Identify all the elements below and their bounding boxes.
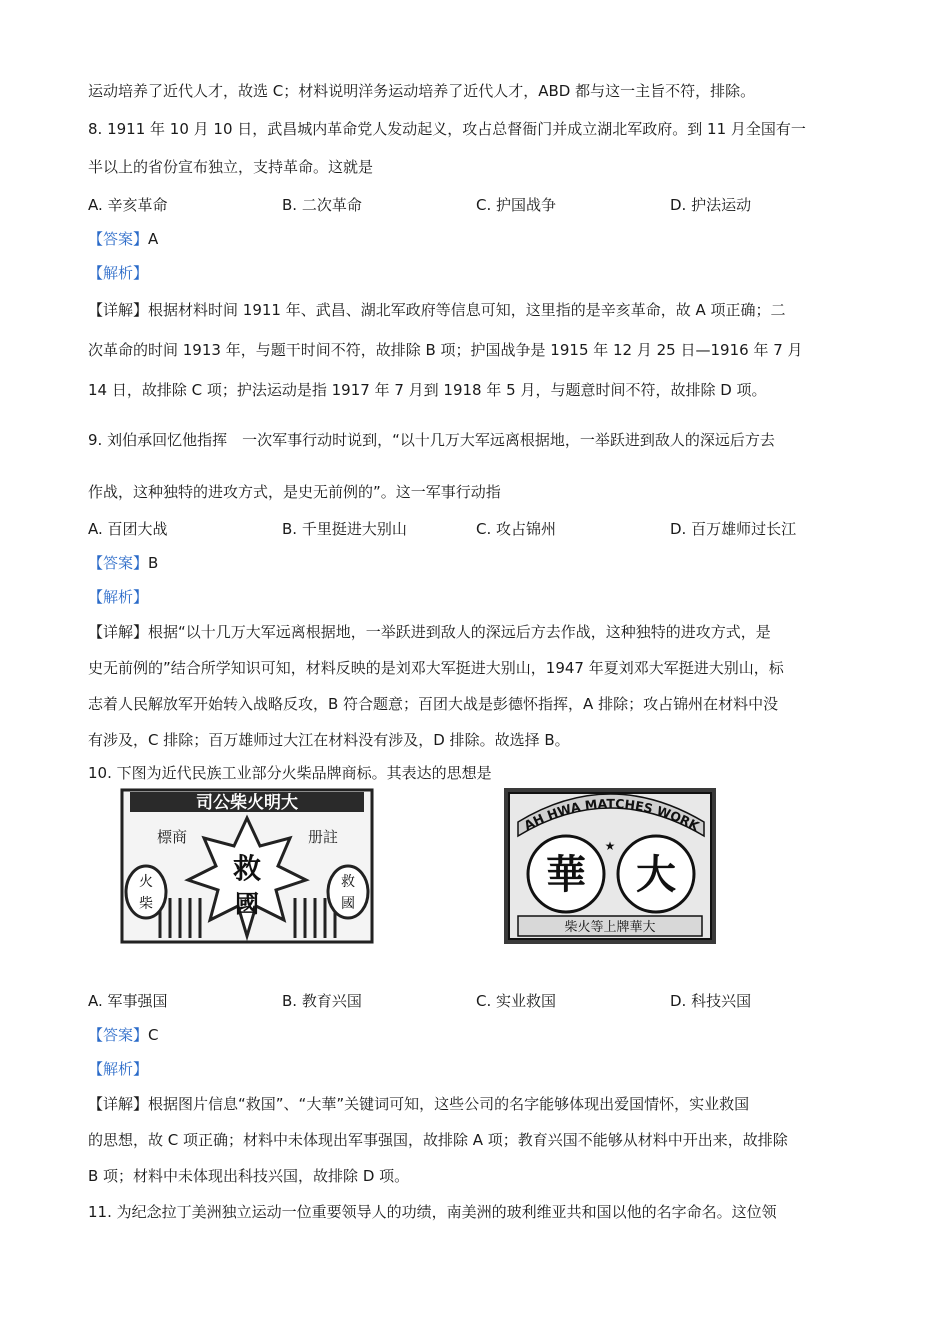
option-d: D. 护法运动 [670, 196, 752, 214]
label-right-circle-top: 救 [341, 874, 355, 890]
answer-value: C [148, 1026, 159, 1044]
question-11-stem: 11. 为纪念拉丁美洲独立运动一位重要领导人的功绩，南美洲的玻利维亚共和国以他的名字命名。这位领 [88, 1203, 777, 1221]
detail-line-3: 14 日，故排除 C 项；护法运动是指 1917 年 7 月到 1918 年 5 月，与题意时间不符，故排除 D 项。 [88, 381, 767, 399]
detail-tag: 【详解】 [88, 301, 149, 319]
answer-tag: 【答案】 [88, 230, 149, 248]
label-top-banner: 司公柴火明大 [196, 793, 298, 813]
answer-value: B [148, 554, 159, 572]
question-8-options [88, 188, 868, 222]
option-b: B. 二次革命 [282, 196, 362, 214]
match-labels [88, 788, 868, 984]
analysis-tag: 【解析】 [88, 1060, 149, 1078]
analysis-tag: 【解析】 [88, 588, 149, 606]
label-bottom-banner: 柴火等上牌華大 [564, 920, 656, 935]
label-right-word: 册註 [307, 828, 339, 846]
star-icon: ★ [604, 839, 616, 853]
analysis-tag: 【解析】 [88, 264, 149, 282]
detail-tag: 【详解】 [88, 623, 149, 641]
label-left-char: 華 [546, 851, 586, 898]
answer-line [88, 546, 868, 580]
label-left-word: 標商 [156, 828, 188, 846]
question-10-stem: 10. 下图为近代民族工业部分火柴品牌商标。其表达的思想是 [88, 764, 492, 782]
option-d: D. 科技兴国 [670, 992, 752, 1010]
question-8 [88, 112, 868, 410]
option-b: B. 教育兴国 [282, 992, 362, 1010]
question-9-stem-1: 9. 刘伯承回忆他指挥 一次军事行动时说到，“以十几万大军远离根据地，一举跃进到敌人的深远后方去 [88, 431, 775, 449]
question-8-stem-2: 半以上的省份宣布独立，支持革命。这就是 [88, 158, 374, 176]
option-a: A. 军事强国 [88, 992, 168, 1010]
match-label-dahwa-graphic [504, 788, 716, 944]
detail-text: 根据图片信息“救国”、“大華”关键词可知，这些公司的名字能够体现出爱国情怀，实业救国 [148, 1095, 750, 1113]
label-left-circle-top: 火 [139, 874, 153, 890]
detail-line-3: B 项；材料中未体现出科技兴国，故排除 D 项。 [88, 1167, 410, 1185]
detail-text: 根据材料时间 1911 年、武昌、湖北军政府等信息可知，这里指的是辛亥革命，故 A 项正确；二 [148, 301, 786, 319]
detail-line-4: 有涉及，C 排除；百万雄师过大江在材料没有涉及，D 排除。故选择 B。 [88, 731, 570, 749]
option-a: A. 百团大战 [88, 520, 168, 538]
answer-tag: 【答案】 [88, 554, 149, 572]
label-right-circle-bottom: 國 [341, 896, 355, 912]
answer-tag: 【答案】 [88, 1026, 149, 1044]
question-8-stem-1: 8. 1911 年 10 月 10 日，武昌城内革命党人发动起义，攻占总督衙门并成立湖北军政府。到 11 月全国有一 [88, 120, 806, 138]
detail-line-1 [88, 290, 868, 330]
question-9-stem-2: 作战，这种独特的进攻方式，是史无前例的”。这一军事行动指 [88, 483, 501, 501]
label-center-top: 救 [232, 852, 262, 885]
option-b: B. 千里挺进大别山 [282, 520, 407, 538]
analysis-tag-line [88, 256, 868, 290]
document-page [88, 78, 868, 1230]
option-d: D. 百万雄师过长江 [670, 520, 797, 538]
question-9-options [88, 512, 868, 546]
option-a: A. 辛亥革命 [88, 196, 168, 214]
option-c: C. 实业救国 [476, 992, 557, 1010]
intro-line: 运动培养了近代人才，故选 C；材料说明洋务运动培养了近代人才，ABD 都与这一主旨不符，排除。 [88, 82, 756, 100]
label-arc-text: AH HWA MATCHES WORK [521, 795, 702, 834]
option-c: C. 护国战争 [476, 196, 557, 214]
option-c: C. 攻占锦州 [476, 520, 557, 538]
label-right-char: 大 [636, 851, 676, 898]
question-9 [88, 420, 868, 758]
question-10 [88, 758, 868, 1194]
answer-line [88, 1018, 868, 1052]
label-left-circle-bottom: 柴 [139, 896, 153, 912]
question-10-options [88, 984, 868, 1018]
analysis-tag-line [88, 1052, 868, 1086]
detail-line-2: 的思想，故 C 项正确；材料中未体现出军事强国，故排除 A 项；教育兴国不能够从材料中开出来，故排除 [88, 1131, 788, 1149]
detail-line-3: 志着人民解放军开始转入战略反攻，B 符合题意；百团大战是彭德怀指挥，A 排除；攻占锦州在材料中没 [88, 695, 779, 713]
detail-line-2: 次革命的时间 1913 年，与题干时间不符，故排除 B 项；护国战争是 1915 年 12 月 25 日—1916 年 7 月 [88, 341, 803, 359]
answer-value: A [148, 230, 159, 248]
match-label-daming [120, 788, 374, 944]
detail-line-2: 史无前例的”结合所学知识可知，材料反映的是刘邓大军挺进大别山，1947 年夏刘邓大军挺进大别山，标 [88, 659, 784, 677]
detail-line-1 [88, 614, 868, 650]
label-center-bottom: 國 [235, 889, 259, 918]
match-label-dahwa [504, 788, 716, 944]
analysis-tag-line [88, 580, 868, 614]
answer-line [88, 222, 868, 256]
match-label-daming-graphic [120, 788, 374, 944]
detail-text: 根据“以十几万大军远离根据地，一举跃进到敌人的深远后方去作战，这种独特的进攻方式，是 [148, 623, 771, 641]
detail-tag: 【详解】 [88, 1095, 149, 1113]
detail-line-1 [88, 1086, 868, 1122]
